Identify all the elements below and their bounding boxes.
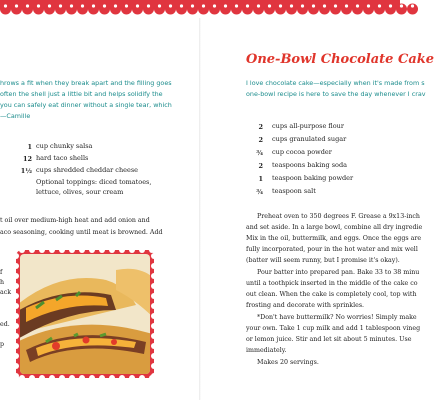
ingredient-text: hard taco shells [36,154,89,162]
intro-line: you can safely eat dinner without a single tear, which [0,101,172,109]
direction-line: aco seasoning, cooking until meat is browned. Add [0,229,163,236]
frame-notch [79,375,85,381]
frame-notch [99,247,105,253]
frame-notch [13,353,19,359]
optional-toppings: Optional toppings: diced tomatoes, [36,178,152,186]
frame-notch [129,375,135,381]
frame-notch [13,363,19,369]
intro-line: hrows a fit when they break apart and the filling goes [0,79,172,87]
ingredient-qty: 2 [258,136,263,144]
ingredient-text: cups granulated sugar [272,135,347,143]
direction-line: your own. Take 1 cup milk and add 1 tablespoon vineg [246,325,421,332]
direction-line: t oil over medium-high heat and add onion and [0,217,150,224]
frame-notch [19,247,25,253]
direction-line: immediately. [246,347,287,354]
frame-notch [49,247,55,253]
intro-line: I love chocolate cake—especially when it's made from s [246,79,425,87]
frame-notch [151,373,157,379]
direction-line: until a toothpick inserted in the middle of the cake co [246,280,418,287]
frame-notch [19,375,25,381]
direction-line: (batter will seem runny, but I promise it's okay). [246,257,400,264]
ingredient-qty: ¾ [256,149,263,157]
frame-notch [59,375,65,381]
ingredient-text: cup cocoa powder [272,148,332,156]
frame-notch [139,247,145,253]
frame-notch [151,273,157,279]
frame-notch [139,375,145,381]
frame-notch [13,293,19,299]
ingredient-text: teaspoons baking soda [272,161,347,169]
frame-notch [129,247,135,253]
direction-fragment: ed. [0,321,10,328]
frame-notch [151,253,157,259]
direction-fragment: p [0,341,5,348]
scallop-dot [400,4,403,7]
frame-notch [29,247,35,253]
frame-notch [151,333,157,339]
frame-notch [89,247,95,253]
left-page [0,0,199,400]
frame-notch [119,375,125,381]
frame-notch [151,283,157,289]
frame-notch [69,247,75,253]
ingredient-qty: 1½ [20,167,32,175]
frame-notch [69,375,75,381]
recipe-title: One-Bowl Chocolate Cake [246,52,434,67]
direction-line: fully incorporated, pour in the hot water and mix well [246,246,418,253]
ingredient-qty: ¾ [256,188,263,196]
optional-toppings: lettuce, olives, sour cream [36,188,124,196]
frame-notch [151,293,157,299]
frame-notch [89,375,95,381]
frame-notch [59,247,65,253]
ingredient-text: teaspoon baking powder [272,174,354,182]
frame-notch [13,323,19,329]
frame-notch [13,313,19,319]
scallop-dot [411,4,414,7]
direction-fragment: h [0,279,5,286]
direction-line: and set aside. In a large bowl, combine all dry ingredie [246,224,423,231]
ingredient-text: teaspoon salt [272,187,316,195]
direction-line: Pour batter into prepared pan. Bake 33 to 38 minu [257,269,420,276]
direction-line: or lemon juice. Stir and let sit about 5 minutes. Use [246,336,412,343]
frame-notch [29,375,35,381]
servings: Makes 20 servings. [257,359,319,366]
frame-notch [109,375,115,381]
frame-notch [109,247,115,253]
frame-notch [149,247,155,253]
direction-fragment: f [0,269,3,276]
signature: —Camille [0,112,31,120]
frame-notch [39,375,45,381]
frame-notch [151,363,157,369]
frame-notch [79,247,85,253]
ingredient-text: cup chunky salsa [36,142,93,150]
ingredient-text: cups shredded cheddar cheese [36,166,139,174]
frame-notch [13,373,19,379]
tacos-photo [16,250,154,378]
ingredient-qty: 2 [258,123,263,131]
ingredient-qty: 1 [258,175,263,183]
direction-line: Mix in the oil, buttermilk, and eggs. Once the eggs are [246,235,422,242]
frame-notch [151,323,157,329]
direction-fragment: ack [0,289,12,296]
frame-notch [151,343,157,349]
frame-notch [99,375,105,381]
direction-line: frosting and decorate with sprinkles. [246,302,365,309]
frame-notch [13,343,19,349]
frame-notch [13,303,19,309]
frame-notch [119,247,125,253]
frame-notch [13,333,19,339]
direction-line: *Don't have buttermilk? No worries! Simply make [257,314,417,321]
frame-notch [151,353,157,359]
frame-notch [49,375,55,381]
ingredient-qty: 12 [22,155,32,163]
frame-notch [151,263,157,269]
frame-notch [13,253,19,259]
frame-notch [13,273,19,279]
frame-notch [39,247,45,253]
frame-notch [151,303,157,309]
direction-line: Preheat oven to 350 degrees F. Grease a 9x13-inch [257,213,420,220]
ingredient-qty: 1 [27,143,32,151]
frame-notch [13,263,19,269]
frame-notch [151,313,157,319]
frame-notch [13,283,19,289]
ingredient-qty: 2 [258,162,263,170]
ingredient-text: cups all-purpose flour [272,122,344,130]
right-page [201,0,434,400]
direction-line: out clean. When the cake is completely cool, top with [246,291,417,298]
intro-line: one-bowl recipe is here to save the day whenever I crav [246,90,426,98]
intro-line: often the shell just a little bit and helps solidify the [0,90,163,98]
